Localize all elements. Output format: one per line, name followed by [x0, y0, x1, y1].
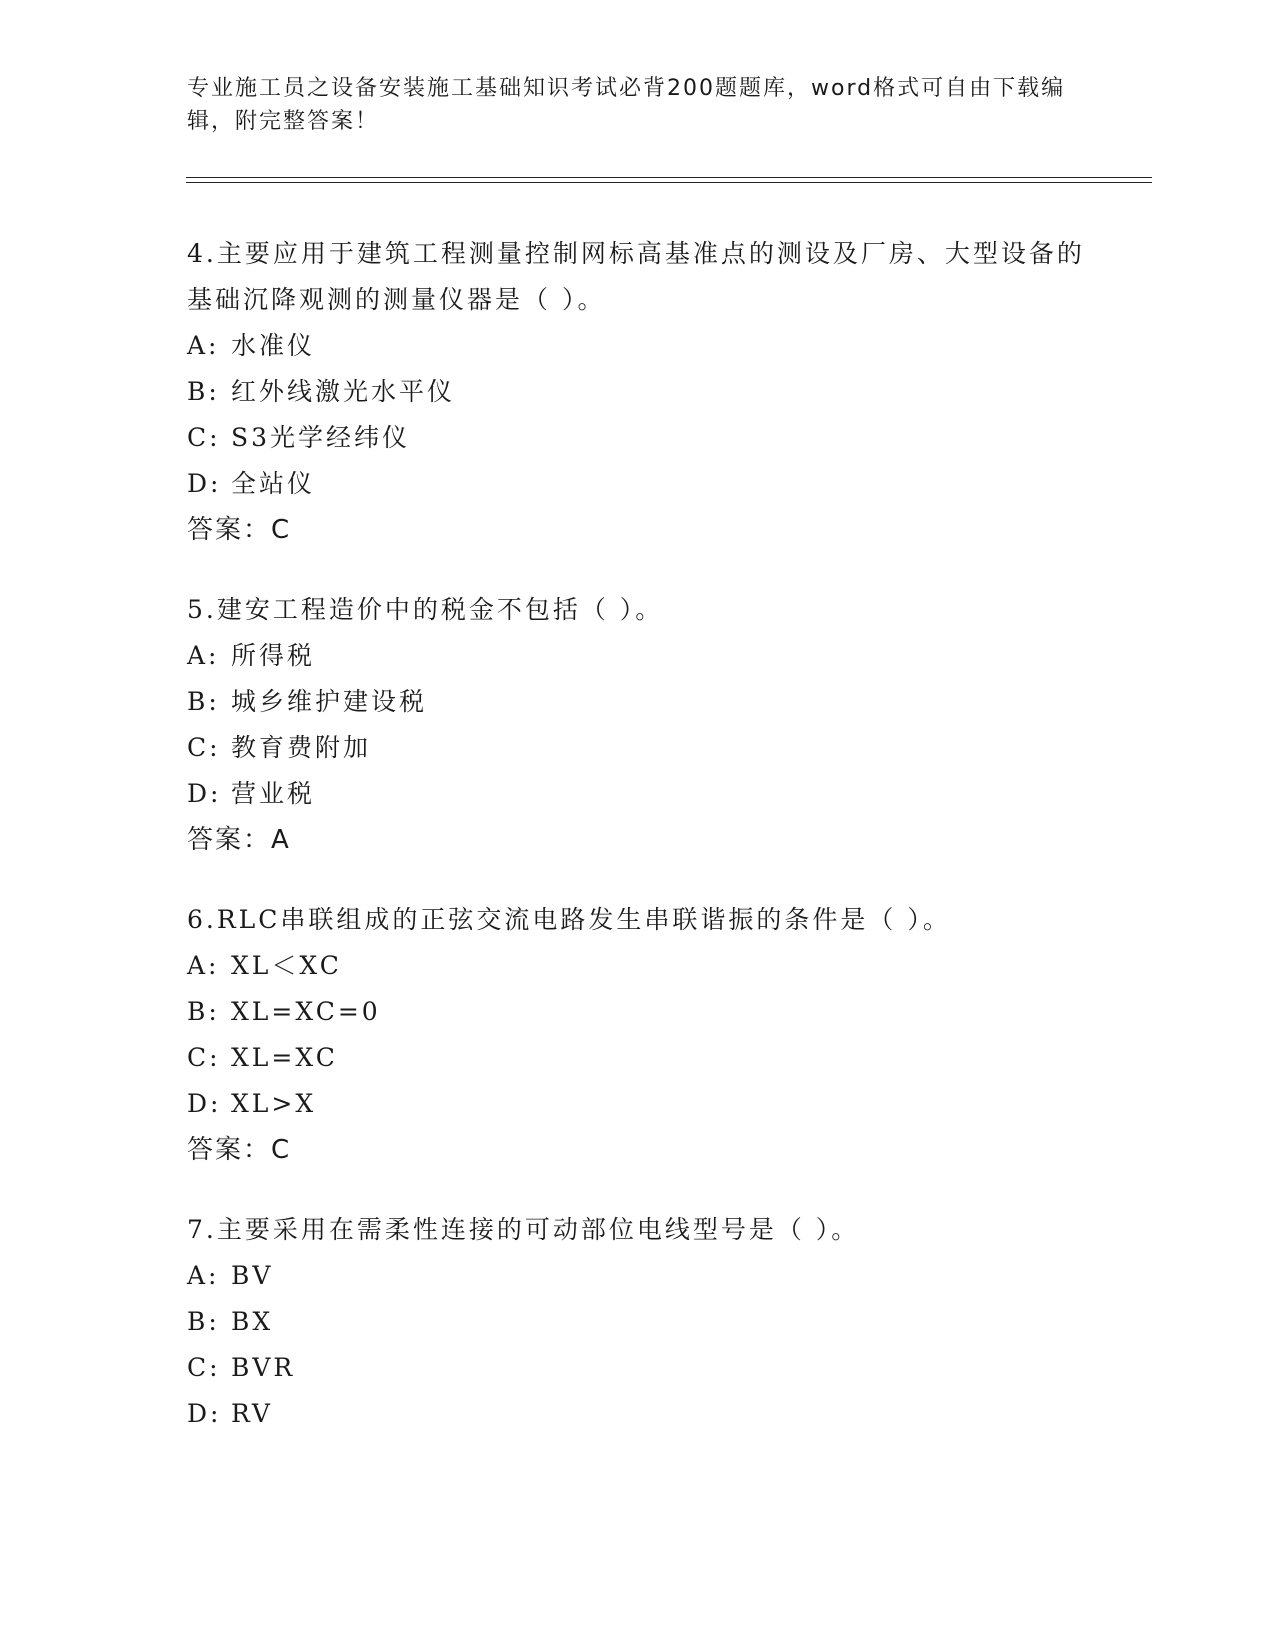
- option-text: 全站仪: [231, 469, 316, 498]
- option-key: A:: [187, 641, 220, 670]
- question-stem: 6.RLC串联组成的正弦交流电路发生串联谐振的条件是（ ）。: [187, 905, 951, 934]
- option-a: [187, 633, 1087, 679]
- option-d: [187, 461, 1087, 507]
- option-c: [187, 1345, 1087, 1391]
- option-text: 水准仪: [231, 331, 316, 360]
- question-stem: 7.主要采用在需柔性连接的可动部位电线型号是（ ）。: [187, 1215, 860, 1244]
- option-key: D:: [187, 1399, 222, 1428]
- answer-line: 答案：C: [187, 1135, 292, 1165]
- option-key: C:: [187, 423, 221, 452]
- option-key: A:: [187, 951, 220, 980]
- option-b: [187, 1299, 1087, 1345]
- option-key: C:: [187, 1353, 221, 1382]
- question-list: [187, 231, 1087, 1471]
- option-key: C:: [187, 1043, 221, 1072]
- option-text: RV: [231, 1399, 273, 1428]
- option-text: 所得税: [231, 641, 316, 670]
- option-a: [187, 1253, 1087, 1299]
- option-text: XL＜XC: [231, 951, 342, 980]
- option-key: A:: [187, 1261, 220, 1290]
- option-text: XL>X: [231, 1089, 317, 1118]
- option-text: XL=XC=0: [231, 997, 381, 1026]
- answer-line: 答案：C: [187, 515, 292, 545]
- option-c: [187, 725, 1087, 771]
- option-d: [187, 1081, 1087, 1127]
- header-rule-bottom: [186, 182, 1152, 183]
- option-d: [187, 1391, 1087, 1437]
- option-text: XL=XC: [231, 1043, 338, 1072]
- option-key: B:: [187, 687, 220, 716]
- option-a: [187, 943, 1087, 989]
- option-key: B:: [187, 1307, 220, 1336]
- option-c: [187, 1035, 1087, 1081]
- option-text: 红外线激光水平仪: [231, 377, 456, 406]
- option-key: C:: [187, 733, 221, 762]
- option-d: [187, 771, 1087, 817]
- option-text: 教育费附加: [231, 733, 372, 762]
- option-text: BV: [231, 1261, 274, 1290]
- question-7: [187, 1207, 1087, 1437]
- document-header: 专业施工员之设备安装施工基础知识考试必背200题题库，word格式可自由下载编辑，附完整答案！: [187, 76, 1066, 134]
- option-c: [187, 415, 1087, 461]
- option-key: D:: [187, 779, 222, 808]
- answer-line: 答案：A: [187, 825, 291, 855]
- question-stem: 4.主要应用于建筑工程测量控制网标高基准点的测设及厂房、大型设备的基础沉降观测的测量仪器是（ ）。: [187, 239, 1085, 314]
- option-b: [187, 369, 1087, 415]
- question-stem: 5.建安工程造价中的税金不包括（ ）。: [187, 595, 664, 624]
- option-a: [187, 323, 1087, 369]
- option-key: B:: [187, 377, 220, 406]
- option-text: BVR: [231, 1353, 296, 1382]
- question-4: [187, 231, 1087, 553]
- option-text: 营业税: [231, 779, 316, 808]
- option-key: D:: [187, 1089, 222, 1118]
- header-rule-top: [186, 177, 1152, 178]
- option-b: [187, 679, 1087, 725]
- option-key: B:: [187, 997, 220, 1026]
- option-key: D:: [187, 469, 222, 498]
- option-text: S3光学经纬仪: [231, 423, 411, 452]
- option-text: 城乡维护建设税: [231, 687, 428, 716]
- option-key: A:: [187, 331, 220, 360]
- option-b: [187, 989, 1087, 1035]
- question-6: [187, 897, 1087, 1173]
- question-5: [187, 587, 1087, 863]
- option-text: BX: [231, 1307, 274, 1336]
